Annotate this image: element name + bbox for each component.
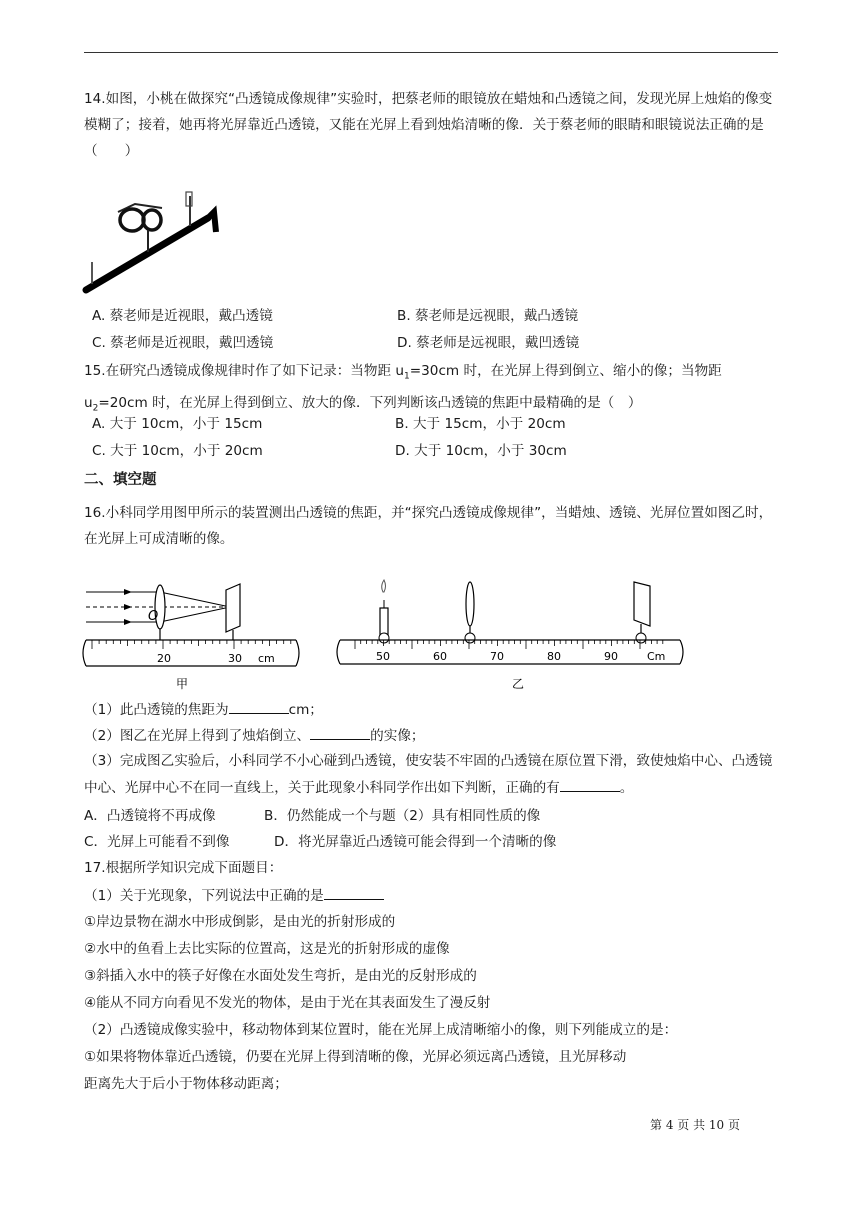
q16-fig-yi-tick-80: 80 — [547, 650, 561, 663]
q16-p2-post: 的实像； — [370, 728, 425, 744]
q16-fig-yi-unit: Cm — [647, 650, 666, 663]
header-rule — [84, 52, 778, 53]
q15-sub-1: 1 — [404, 371, 410, 382]
q16-fig-jia-tick-20: 20 — [157, 652, 171, 665]
q14-option-c: C. 蔡老师是近视眼，戴凹透镜 — [92, 335, 274, 351]
q16-p1-pre: （1）此凸透镜的焦距为 — [84, 702, 229, 718]
q16-fig-yi-tick-60: 60 — [433, 650, 447, 663]
q17-part-1 — [84, 885, 384, 906]
q16-p2-pre: （2）图乙在光屏上得到了烛焰倒立、 — [84, 728, 311, 744]
q16-figure-yi — [336, 578, 686, 690]
q15-option-d: D. 大于 10cm，小于 30cm — [395, 443, 567, 459]
q14-stem: 14.如图，小桃在做探究“凸透镜成像规律”实验时，把蔡老师的眼镜放在蜡烛和凸透镜之间，发现光屏上烛焰的像变模糊了；接着，她再将光屏靠近凸透镜，又能在光屏上看到烛焰清晰的像．关于蔡老师的眼睛和眼镜说法正确的是（ ） — [84, 91, 773, 159]
q17-item-1: ①岸边景物在湖水中形成倒影，是由光的折射形成的 — [84, 914, 396, 930]
q17-p1-text: （1）关于光现象，下列说法中正确的是 — [84, 888, 324, 904]
q17-item-4: ④能从不同方向看见不发光的物体，是由于光在其表面发生了漫反射 — [84, 995, 491, 1011]
q15-stem-mid: =30cm 时，在光屏上得到倒立、缩小的像；当物距 u — [84, 363, 722, 411]
q16-blank-2[interactable] — [310, 725, 370, 740]
q16-fig-jia-caption: 甲 — [176, 677, 189, 691]
q16-fig-yi-tick-90: 90 — [604, 650, 618, 663]
section-title: 二、填空题 — [84, 472, 157, 488]
q16-part-3 — [84, 748, 780, 802]
q16-p1-post: cm； — [288, 702, 323, 718]
q15-option-b: B. 大于 15cm，小于 20cm — [395, 416, 566, 432]
q16-fig-yi-caption: 乙 — [512, 677, 525, 691]
q16-p3-text: （3）完成图乙实验后，小科同学不小心碰到凸透镜，使安装不牢固的凸透镜在原位置下滑，致使烛焰中心、凸透镜中心、光屏中心不在同一直线上，关于此现象小科同学作出如下判断，正确的有 — [84, 753, 773, 796]
q15-stem — [84, 358, 780, 421]
q15-stem-post: =20cm 时，在光屏上得到倒立、放大的像．下列判断该凸透镜的焦距中最精确的是（ ） — [98, 394, 642, 411]
q17-blank-1[interactable] — [324, 885, 384, 900]
q14-option-b: B. 蔡老师是远视眼，戴凸透镜 — [397, 308, 579, 324]
q16-option-b: B．仍然能成一个与题（2）具有相同性质的像 — [264, 808, 541, 824]
q17-item-3: ③斜插入水中的筷子好像在水面处发生弯折，是由光的反射形成的 — [84, 968, 477, 984]
q17-part-2: （2）凸透镜成像实验中，移动物体到某位置时，能在光屏上成清晰缩小的像，则下列能成立的是： — [84, 1022, 678, 1038]
q17-part-2-item-1: ①如果将物体靠近凸透镜，仍要在光屏上得到清晰的像，光屏必须远离凸透镜，且光屏移动 — [84, 1049, 627, 1065]
q15-sub-2: 2 — [92, 403, 99, 414]
q16-part-2 — [84, 725, 425, 746]
q16-fig-jia-o-label: O — [148, 609, 159, 624]
q14-option-d: D. 蔡老师是远视眼，戴凹透镜 — [397, 335, 580, 351]
q16-option-a: A．凸透镜将不再成像 — [84, 808, 216, 824]
q16-blank-3[interactable] — [560, 777, 620, 792]
q17-stem: 17.根据所学知识完成下面题目： — [84, 860, 283, 876]
q16-stem: 16.小科同学用图甲所示的装置测出凸透镜的焦距，并“探究凸透镜成像规律”，当蜡烛、透镜、光屏位置如图乙时，在光屏上可成清晰的像。 — [84, 505, 773, 547]
q16-p3-end: 。 — [619, 780, 634, 796]
q16-option-c: C．光屏上可能看不到像 — [84, 834, 230, 850]
q16-fig-yi-tick-marks — [355, 640, 663, 649]
q16-fig-jia-tick-30: 30 — [228, 652, 242, 665]
q16-fig-jia-tick-marks — [92, 640, 291, 649]
q16-part-1 — [84, 699, 323, 720]
q16-fig-yi-tick-50: 50 — [376, 650, 390, 663]
q14-figure-glasses-bench — [80, 190, 225, 305]
q16-fig-jia-unit: cm — [258, 652, 275, 665]
q16-fig-yi-tick-70: 70 — [490, 650, 504, 663]
q16-blank-1[interactable] — [229, 699, 289, 714]
q16-option-d: D．将光屏靠近凸透镜可能会得到一个清晰的像 — [274, 834, 557, 850]
q17-item-2: ②水中的鱼看上去比实际的位置高，这是光的折射形成的虚像 — [84, 941, 450, 957]
q14-option-a: A. 蔡老师是近视眼，戴凸透镜 — [92, 308, 273, 324]
q16-figure-jia — [80, 578, 310, 690]
q15-option-c: C. 大于 10cm，小于 20cm — [92, 443, 263, 459]
q15-option-a: A. 大于 10cm，小于 15cm — [92, 416, 263, 432]
page-footer: 第 4 页 共 10 页 — [650, 1118, 740, 1132]
q17-part-2-item-1-cont: 距离先大于后小于物体移动距离； — [84, 1076, 288, 1092]
q15-stem-pre: 15.在研究凸透镜成像规律时作了如下记录：当物距 u — [84, 363, 405, 379]
